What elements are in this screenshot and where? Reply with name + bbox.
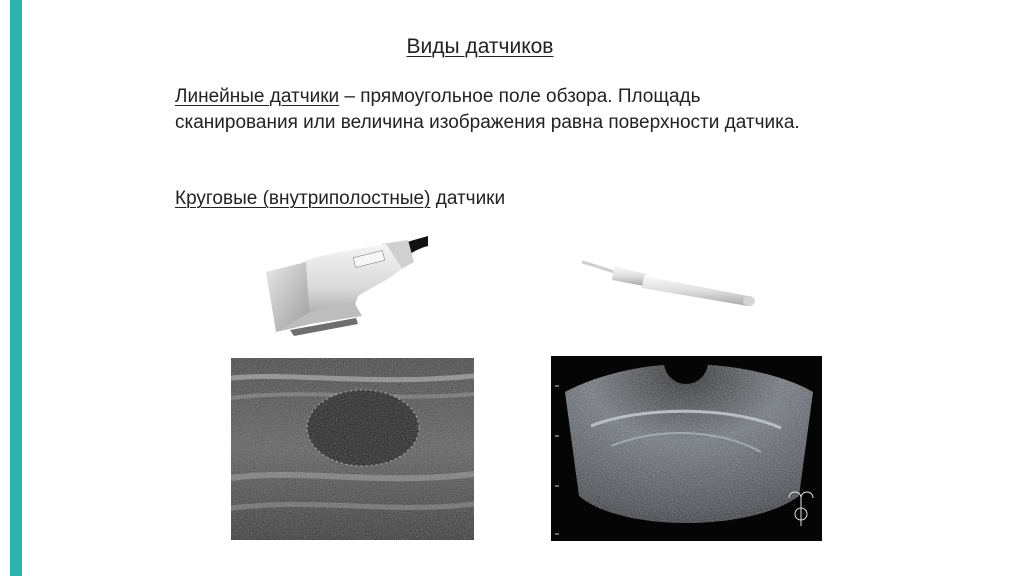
accent-bar <box>10 0 22 576</box>
circular-probe-term: Круговые (внутриполостные) <box>175 188 431 209</box>
intracavity-ultrasound-image <box>551 356 822 541</box>
linear-probe-description <box>175 84 815 136</box>
intracavity-probe-image <box>578 248 762 318</box>
circular-probe-heading <box>175 186 815 212</box>
slide-title-text: Виды датчиков <box>406 35 554 58</box>
linear-probe-term: Линейные датчики <box>175 86 340 107</box>
linear-ultrasound-image <box>231 358 474 540</box>
linear-probe-image <box>262 232 430 340</box>
slide-title <box>0 35 960 59</box>
circular-probe-suffix: датчики <box>430 188 506 209</box>
linear-probe-text: – прямоугольное поле обзора. Площадь сканирования или величина изображения равна поверхности датчика. <box>175 86 800 133</box>
